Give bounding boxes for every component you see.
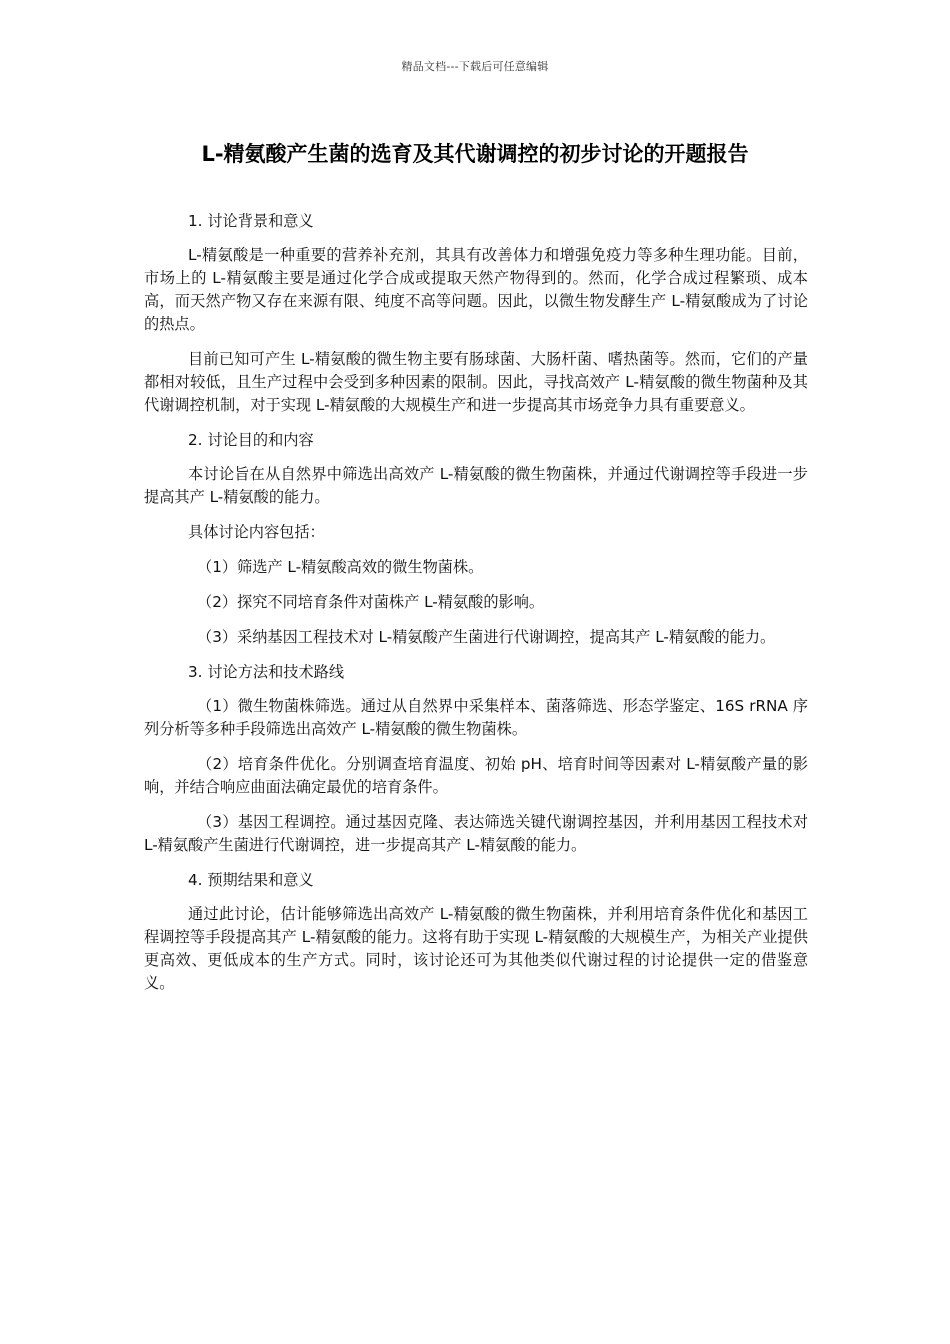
section-2-list-item: （2）探究不同培育条件对菌株产 L-精氨酸的影响。 xyxy=(197,593,545,611)
header-note: 精品文档---下载后可任意编辑 xyxy=(401,60,549,73)
section-3-list-item: （2）培育条件优化。分别调查培育温度、初始 pH、培育时间等因素对 L-精氨酸产量的影响，并结合响应曲面法确定最优的培育条件。 xyxy=(144,755,808,796)
section-4-heading: 4. 预期结果和意义 xyxy=(188,871,314,889)
section-3-list-item: （1）微生物菌株筛选。通过从自然界中采集样本、菌落筛选、形态学鉴定、16S rRNA 序列分析等多种手段筛选出高效产 L-精氨酸的微生物菌株。 xyxy=(144,697,808,738)
section-1-paragraph-1: L-精氨酸是一种重要的营养补充剂，其具有改善体力和增强免疫力等多种生理功能。目前，市场上的 L-精氨酸主要是通过化学合成或提取天然产物得到的。然而，化学合成过程繁琐、成本高，而天然产物又存在来源有限、纯度不高等问题。因此，以微生物发酵生产 L-精氨酸成为了讨论的热点。 xyxy=(144,246,808,333)
section-1-paragraph-2: 目前已知可产生 L-精氨酸的微生物主要有肠球菌、大肠杆菌、嗜热菌等。然而，它们的产量都相对较低，且生产过程中会受到多种因素的限制。因此，寻找高效产 L-精氨酸的微生物菌种及其代谢调控机制，对于实现 L-精氨酸的大规模生产和进一步提高其市场竞争力具有重要意义。 xyxy=(144,350,808,414)
section-4-paragraph-1: 通过此讨论，估计能够筛选出高效产 L-精氨酸的微生物菌株，并利用培育条件优化和基因工程调控等手段提高其产 L-精氨酸的能力。这将有助于实现 L-精氨酸的大规模生产，为相关产业提供更高效、更低成本的生产方式。同时，该讨论还可为其他类似代谢过程的讨论提供一定的借鉴意义。 xyxy=(144,905,808,992)
section-1-heading: 1. 讨论背景和意义 xyxy=(188,212,314,230)
section-3-heading: 3. 讨论方法和技术路线 xyxy=(188,663,345,681)
section-2-paragraph-1: 本讨论旨在从自然界中筛选出高效产 L-精氨酸的微生物菌株，并通过代谢调控等手段进一步提高其产 L-精氨酸的能力。 xyxy=(144,465,808,506)
document-title: L-精氨酸产生菌的选育及其代谢调控的初步讨论的开题报告 xyxy=(201,142,749,166)
section-3-list-item: （3）基因工程调控。通过基因克隆、表达筛选关键代谢调控基因，并利用基因工程技术对 L-精氨酸产生菌进行代谢调控，进一步提高其产 L-精氨酸的能力。 xyxy=(144,813,808,854)
document-body xyxy=(144,210,808,1007)
section-2-list-item: （3）采纳基因工程技术对 L-精氨酸产生菌进行代谢调控，提高其产 L-精氨酸的能力。 xyxy=(197,628,776,646)
section-2-list-item: （1）筛选产 L-精氨酸高效的微生物菌株。 xyxy=(197,558,484,576)
section-2-heading: 2. 讨论目的和内容 xyxy=(188,431,314,449)
section-2-paragraph-2: 具体讨论内容包括： xyxy=(188,523,325,541)
